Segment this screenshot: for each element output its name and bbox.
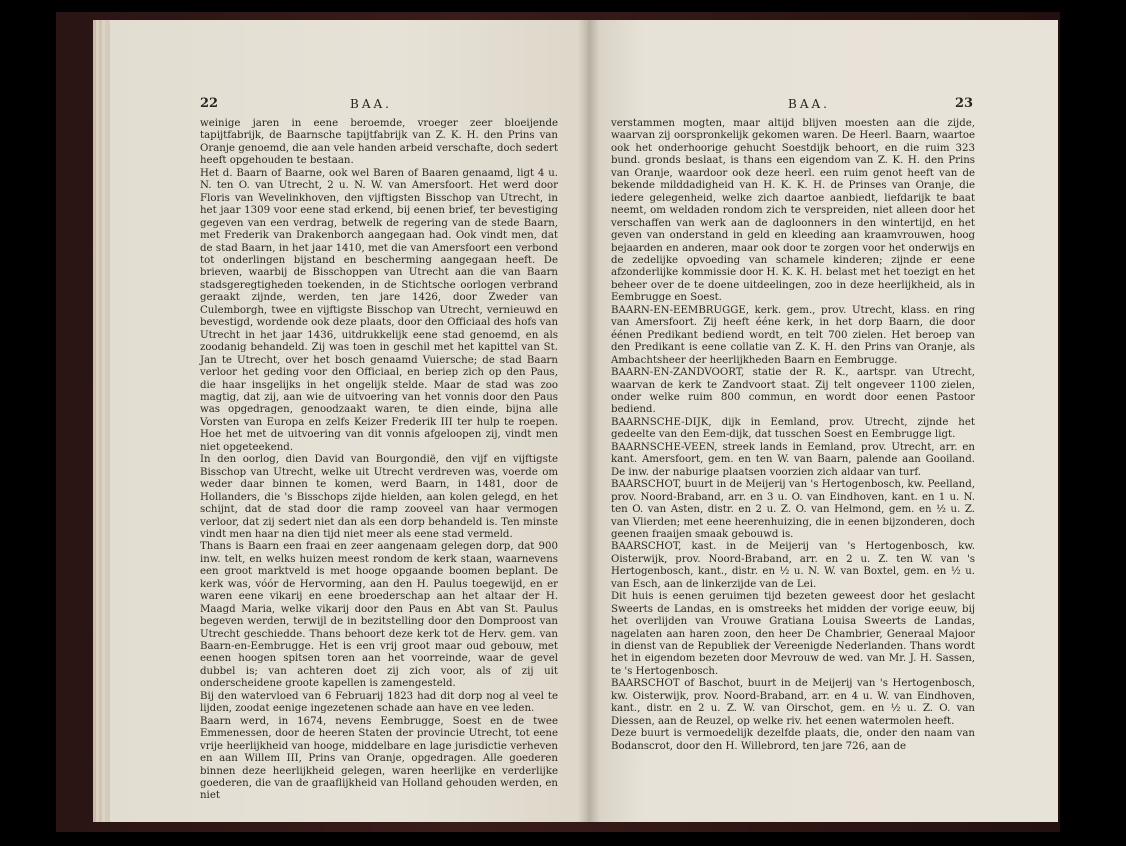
paragraph: Deze buurt is vermoedelijk dezelfde plaats, die, onder den naam van Bodanscrot, door den H. Willebrord, ten jare 726, aan de [611,728,975,752]
body-text [200,118,558,803]
page-number: 22 [200,96,219,111]
paragraph: verstammen mogten, maar altijd blijven moesten aan die zijde, waarvan zij oorspronkelijk gekomen waren. De Heerl. Baarn, waartoe ook het onderhoorige gehucht Soestdijk behoort, en die ruim 323 bund. gronds beslaat, is thans een eigendom van Z. K. H. den Prins van Oranje, waardoor ook deze heerl. een ruim genot heeft van de bekende milddadigheid van H. K. K. H. de Prinses van Oranje, die iedere gelegenheid, welke zich daartoe aanbiedt, liefdarijk te baat neemt, om weldaden rondom zich te verspreiden, niet alleen door het verschaffen van werk aan de dagloonners in den wintertijd, en het geven van onderstand in geld en kleeding aan kraamvrouwen, hoog bejaarden en anderen, maar ook door te zorgen voor het onderwijs en de zedelijke opvoeding van schamele kinderen; zijnde er eene afzonderlijke kommissie door H. K. K. H. belast met het toezigt en het beheer over de te doene uitdeelingen, zoo in deze heerlijkheid, als in Eembrugge en Soest. [611,118,975,304]
paragraph: Thans is Baarn een fraai en zeer aangenaam gelegen dorp, dat 900 inw. telt, en welks huizen meest rondom de kerk staan, waarnevens een groot marktveld is met hooge opgaande boomen beplant. De kerk was, vóór de Hervorming, aan den H. Paulus toegewijd, en er waren eene vikarij en eene broederschap aan het altaar der H. Maagd Maria, welke vikarij door den Paus en Abt van St. Paulus begeven werden, terwijl de in bezitstelling door den Domproost van Utrecht geschiedde. Thans behoort deze kerk tot de Herv. gem. van Baarn-en-Eembrugge. Het is een vrij groot maar oud gebouw, met eenen hoogen spitsen toren aan het voorreinde, waar de gevel dubbel is; van achteren doet zij zich voor, als of zij uit onderscheidene groote kapellen is zamengesteld. [200,541,558,690]
page-number: 23 [955,96,974,111]
book-gutter [578,20,600,822]
body-text [611,118,975,753]
paragraph: BAARN-EN-ZANDVOORT, statie der R. K., aartspr. van Utrecht, waarvan de kerk te Zandvoort staat. Zij telt ongeveer 1100 zielen, onder welke ruim 800 commun, en wordt door eenen Pastoor bediend. [611,367,975,416]
paragraph: BAARSCHOT, kast. in de Meijerij van 's Hertogenbosch, kw. Oisterwijk, prov. Noord-Braband, arr. en 2 u. Z. ten W. van 's Hertogenbosch, kant., distr. en ½ u. N. W. van Boxtel, gem. en ½ u. van Esch, aan de linkerzijde van de Lei. [611,541,975,590]
paragraph: BAARNSCHE-DIJK, dijk in Eemland, prov. Utrecht, zijnde het gedeelte van den Eem-dijk, dat tusschen Soest en Eembrugge ligt. [611,416,975,441]
running-head: BAA. [350,97,392,111]
paragraph: weinige jaren in eene beroemde, vroeger zeer bloeijende tapijtfabrijk, de Baarnsche tapijtfabrijk van Z. K. H. den Prins van Oranje genoemd, die aan vele handen arbeid verschafte, doch sedert heeft opgehouden te bestaan. [200,118,558,167]
running-head: BAA. [788,97,830,111]
paragraph: Het d. Baarn of Baarne, ook wel Baren of Baaren genaamd, ligt 4 u. N. ten O. van Utrecht, 2 u. N. W. van Amersfoort. Het werd door Floris van Wevelinkhoven, den vijftigsten Bisschop van Utrecht, in het jaar 1309 voor eene stad erkend, bij eenen brief, ter bevestiging gegeven van een verdrag, betwelk de regering van de stede Baarn, met Frederik van Drakenborch aangegaan had. Ook vindt men, dat de stad Baarn, in het jaar 1410, met die van Amersfoort een verbond tot onderlingen bijstand en bescherming aangegaan heeft. De brieven, waarbij de Bisschoppen van Utrecht aan die van Baarn stadsgeregtigheden toekenden, in de Stichtsche oorlogen verbrand geraakt zijnde, werden, ten jare 1426, door Zweder van Culemborgh, twee en vijftigste Bisschop van Utrecht, vernieuwd en bevestigd, wordende ook deze plaats, door den Officiaal des hofs van Utrecht in het jaar 1436, uitdrukkelijk eene stad genoemd, en als zoodanig behandeld. Zij was toen in geschil met het kapittel van St. Jan te Utrecht, over het bosch genaamd Vuiersche; de stad Baarn verloor het geding voor den Officiaal, en beriep zich op den Paus, die haar insgelijks in het ongelijk stelde. Maar de stad was zoo magtig, dat zij, aan wie de uitvoering van het vonnis door den Paus was opgedragen, genoodzaakt waren, te dien einde, bijna alle Vorsten van Europa en zelfs Keizer Frederik III ter hulp te roepen. Hoe het met de uitvoering van dit vonnis afgeloopen zij, vindt men niet opgeteekend. [200,167,558,453]
paragraph: BAARSCHOT, buurt in de Meijerij van 's Hertogenbosch, kw. Peelland, prov. Noord-Braband, arr. en 3 u. O. van Eindhoven, kant. en 1 u. N. ten O. van Asten, distr. en 2 u. Z. O. van Helmond, gem. en ½ u. Z. van Vlierden; met eene heerenhuizing, die in eenen bijzonderen, doch geenen fraaijen smaak gebouwd is. [611,479,975,540]
paragraph: BAARSCHOT of Baschot, buurt in de Meijerij van 's Hertogenbosch, kw. Oisterwijk, prov. Noord-Braband, arr. en 4 u. W. van Eindhoven, kant., distr. en 2 u. Z. W. van Oirschot, gem. en ½ u. Z. O. van Diessen, aan de Reuzel, op welke riv. het eenen watermolen heeft. [611,678,975,727]
paragraph: In den oorlog, dien David van Bourgondië, den vijf en vijftigste Bisschop van Utrecht, welke uit Utrecht verdreven was, voerde om weder daar binnen te komen, werd Baarn, in 1481, door de Hollanders, die 's Bisschops zijde hielden, aan kolen gelegd, en het schijnt, dat de stad door die ramp zooveel van haar vermogen verloor, dat zij sedert niet dan als een dorp behandeld is. Ten minste vindt men haar na dien tijd niet meer als eene stad vermeld. [200,454,558,540]
paragraph: Bij den watervloed van 6 Februarij 1823 had dit dorp nog al veel te lijden, zoodat eenige ingezetenen schade aan have en vee leden. [200,690,558,715]
paragraph: BAARN-EN-EEMBRUGGE, kerk. gem., prov. Utrecht, klass. en ring van Amersfoort. Zij heeft ééne kerk, in het dorp Baarn, die door éénen Predikant bediend wordt, en telt 700 zielen. Het beroep van den Predikant is eene collatie van Z. K. H. den Prins van Oranje, als Ambachtsheer der heerlijkheden Baarn en Eembrugge. [611,304,975,366]
paragraph: Baarn werd, in 1674, nevens Eembrugge, Soest en de twee Emmenessen, door de heeren Staten der provincie Utrecht, tot eene vrije heerlijkheid van hooge, middelbare en lage jurisdictie verheven en aan Willem III, Prins van Oranje, opgedragen. Alle goederen binnen deze heerlijkheid gelegen, waren heerlijke en verderlijke goederen, die van de graaflijkheid van Holland gehouden werden, en niet [200,715,558,802]
paragraph: Dit huis is eenen geruimen tijd bezeten geweest door het geslacht Sweerts de Landas, en is omstreeks het midden der vorige eeuw, bij het overlijden van Vrouwe Gratiana Louisa Sweerts de Landas, nagelaten aan haren zoon, den heer De Chambrier, Generaal Majoor in dienst van de Republiek der Vereenigde Nederlanden. Thans wordt het in eigendom bezeten door Mevrouw de wed. van Mr. J. H. Sassen, te 's Hertogenbosch. [611,591,975,677]
right-page [588,20,1058,822]
left-page [110,20,588,822]
paragraph: BAARNSCHE-VEEN, streek lands in Eemland, prov. Utrecht, arr. en kant. Amersfoort, gem. en ten W. van Baarn, palende aan Gooiland. De inw. der naburige plaatsen voorzien zich aldaar van turf. [611,441,975,478]
